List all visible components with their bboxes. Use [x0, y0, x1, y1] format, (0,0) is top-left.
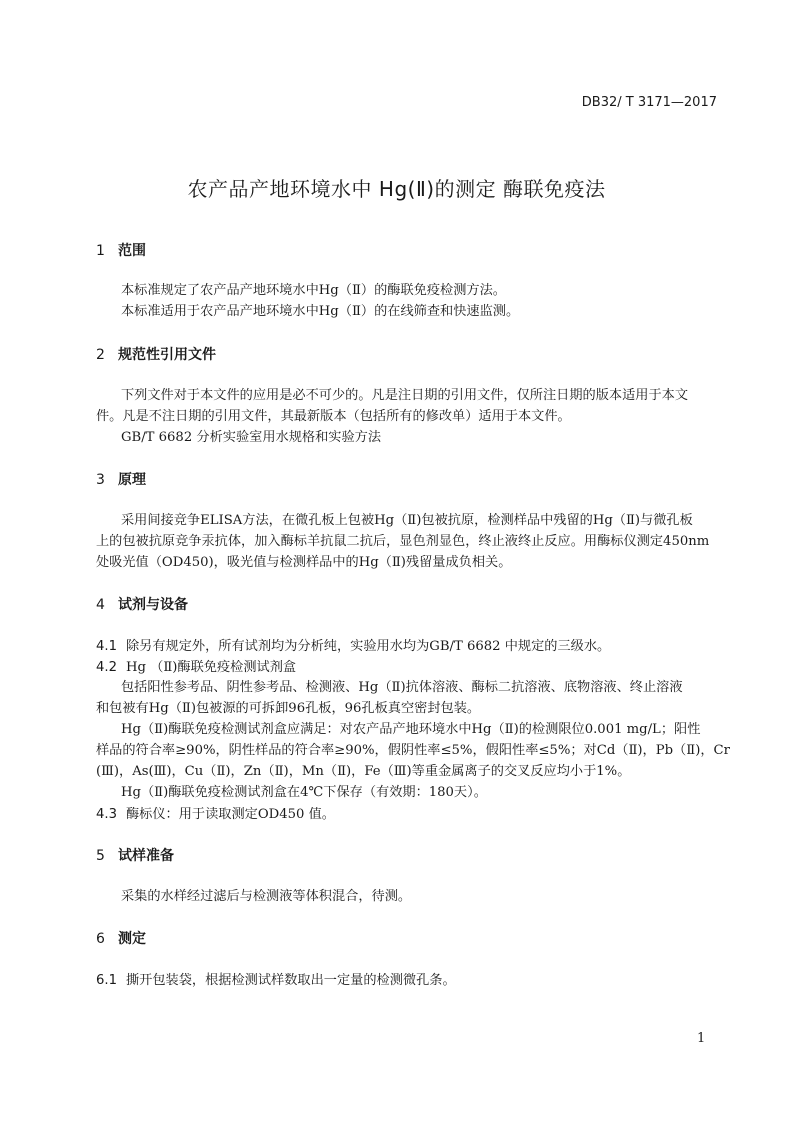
section-number: 5: [96, 848, 105, 864]
paragraph-line: Hg（Ⅱ)酶联免疫检测试剂盒在4℃下保存（有效期：180天）。: [121, 785, 487, 800]
section-number: 1: [96, 243, 105, 259]
paragraph-line: 和包被有Hg（Ⅱ)包被源的可拆卸96孔板，96孔板真空密封包装。: [96, 701, 481, 716]
clause-4-1: [96, 635, 610, 654]
section-5-heading: [96, 845, 174, 865]
paragraph-line: 包括阳性参考品、阴性参考品、检测液、Hg（Ⅱ)抗体溶液、酶标二抗溶液、底物溶液、终止溶液: [121, 680, 683, 695]
paragraph-line: (Ⅲ)，As(Ⅲ)，Cu（Ⅱ)，Zn（Ⅱ)，Mn（Ⅱ)，Fe（Ⅲ)等重金属离子的交叉反应均小于1%。: [96, 764, 631, 779]
clause-text: Hg （Ⅱ)酶联免疫检测试剂盒: [126, 660, 297, 675]
clause-text: 酶标仪：用于读取测定OD450 值。: [126, 807, 335, 822]
clause-text: 除另有规定外，所有试剂均为分析纯，实验用水均为GB/T 6682 中规定的三级水。: [126, 639, 611, 654]
paragraph-line: 处吸光值（OD450)，吸光值与检测样品中的Hg（Ⅱ)残留量成负相关。: [96, 555, 512, 570]
section-3-heading: [96, 469, 146, 489]
paragraph-line: 件。凡是不注日期的引用文件，其最新版本（包括所有的修改单）适用于本文件。: [96, 409, 571, 424]
section-4-heading: [96, 594, 188, 614]
paragraph-line: 上的包被抗原竞争汞抗体，加入酶标羊抗鼠二抗后，显色剂显色，终止液终止反应。用酶标仪测定450nm: [96, 534, 710, 549]
clause-number: 4.3: [96, 807, 117, 822]
section-title: 试剂与设备: [118, 597, 188, 613]
section-title: 试样准备: [118, 848, 174, 864]
paragraph-line: 样品的符合率≥90%，阴性样品的符合率≥90%，假阴性率≤5%，假阳性率≤5%；对Cd（Ⅱ)，Pb（Ⅱ)，Cr: [96, 743, 730, 758]
clause-4-3: [96, 803, 335, 822]
section-title: 范围: [118, 243, 146, 259]
page-number: 1: [697, 1031, 706, 1046]
section-2-heading: [96, 344, 216, 364]
section-title: 原理: [118, 472, 146, 488]
clause-6-1: [96, 969, 456, 988]
section-number: 2: [96, 347, 105, 363]
clause-number: 4.1: [96, 639, 117, 654]
section-title: 测定: [118, 931, 146, 947]
section-6-heading: [96, 928, 146, 948]
clause-number: 6.1: [96, 973, 117, 988]
paragraph-line: 采用间接竞争ELISA方法，在微孔板上包被Hg（Ⅱ)包被抗原，检测样品中残留的Hg（Ⅱ)与微孔板: [121, 513, 693, 528]
section-number: 3: [96, 472, 105, 488]
section-number: 4: [96, 597, 105, 613]
clause-number: 4.2: [96, 660, 117, 675]
reference-item: GB/T 6682 分析实验室用水规格和实验方法: [121, 430, 382, 445]
page-title: 农产品产地环境水中 Hg(Ⅱ)的测定 酶联免疫法: [187, 177, 606, 201]
section-number: 6: [96, 931, 105, 947]
section-title: 规范性引用文件: [118, 347, 216, 363]
document-code: DB32/ T 3171—2017: [581, 95, 717, 110]
paragraph-line: 本标准适用于农产品产地环境水中Hg（Ⅱ）的在线筛查和快速监测。: [121, 304, 520, 319]
paragraph-line: 采集的水样经过滤后与检测液等体积混合，待测。: [121, 889, 412, 904]
paragraph-line: Hg（Ⅱ)酶联免疫检测试剂盒应满足：对农产品产地环境水中Hg（Ⅱ)的检测限位0.001 mg/L；阳性: [121, 722, 701, 737]
paragraph-line: 下列文件对于本文件的应用是必不可少的。凡是注日期的引用文件，仅所注日期的版本适用于本文: [121, 388, 689, 403]
clause-4-2: [96, 656, 296, 675]
section-1-heading: [96, 240, 146, 260]
clause-text: 撕开包装袋，根据检测试样数取出一定量的检测微孔条。: [126, 973, 456, 988]
paragraph-line: 本标准规定了农产品产地环境水中Hg（Ⅱ）的酶联免疫检测方法。: [121, 283, 506, 298]
